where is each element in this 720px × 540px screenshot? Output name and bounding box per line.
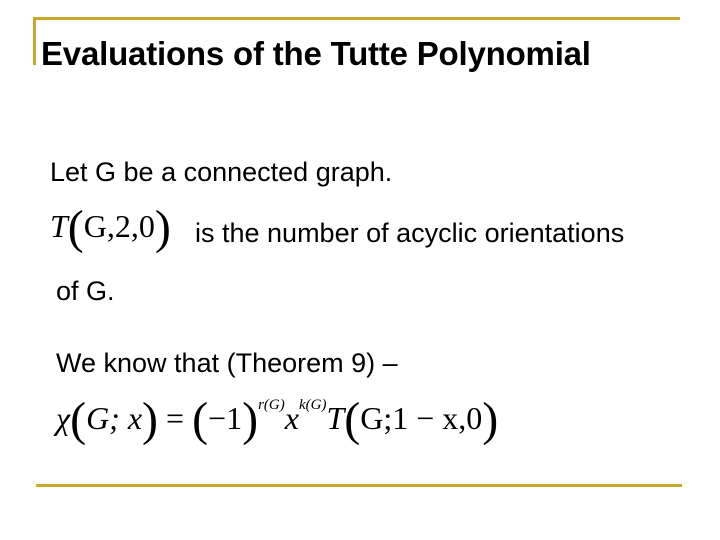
formula-close-paren: ) — [154, 201, 171, 254]
statement-acyclic-orientations: is the number of acyclic orientations — [195, 218, 625, 248]
variable-x: x — [284, 400, 299, 436]
decorative-left-rule — [33, 17, 36, 65]
paren-close-3: ) — [482, 393, 499, 446]
tutte-function-name: T — [326, 400, 345, 436]
equals-sign: = — [166, 400, 185, 436]
paren-open-3: ( — [344, 393, 361, 446]
statement-continuation: of G. — [56, 276, 115, 306]
negative-one: −1 — [208, 400, 243, 436]
paren-close-1: ) — [142, 393, 159, 446]
formula-arguments: G,2,0 — [83, 208, 155, 244]
formula-chromatic-relation — [56, 392, 498, 447]
decorative-top-rule — [33, 17, 680, 20]
exponent-rank: r(G) — [258, 397, 285, 413]
tutte-arguments: G;1 − x,0 — [360, 400, 483, 436]
paren-open-2: ( — [192, 393, 209, 446]
statement-connected-graph: Let G be a connected graph. — [50, 157, 393, 187]
chi-symbol: χ — [56, 400, 71, 436]
statement-theorem-reference: We know that (Theorem 9) – — [56, 348, 398, 378]
exponent-components: k(G) — [298, 397, 327, 413]
slide-title: Evaluations of the Tutte Polynomial — [41, 35, 591, 72]
paren-close-2: ) — [242, 393, 259, 446]
decorative-bottom-rule — [36, 484, 682, 487]
paren-open-1: ( — [70, 393, 87, 446]
formula-function-name: T — [50, 208, 68, 244]
formula-tutte-evaluation — [50, 200, 171, 255]
chi-arguments: G; x — [86, 400, 143, 436]
formula-open-paren: ( — [67, 201, 84, 254]
